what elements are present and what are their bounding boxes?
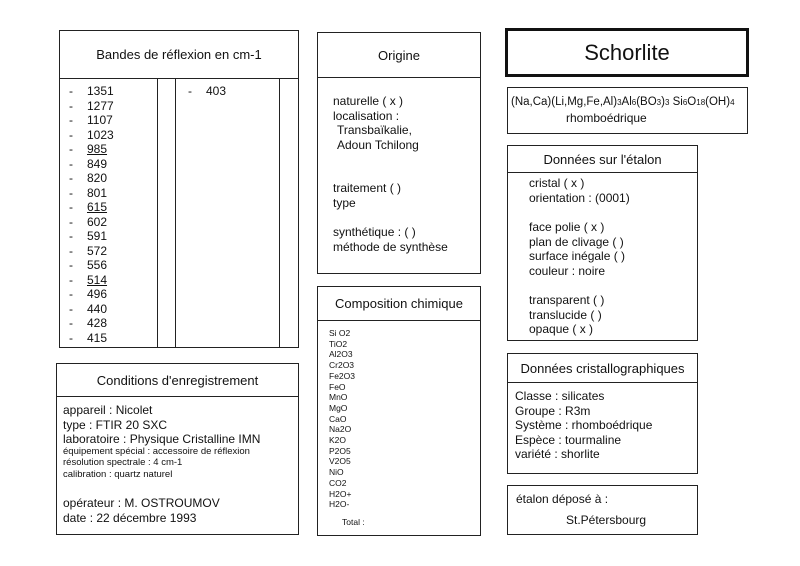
band-row <box>69 215 114 230</box>
composition-item: TiO2 <box>329 338 348 349</box>
traitement-details <box>333 181 401 210</box>
band-row <box>69 229 114 244</box>
depot-panel <box>507 485 698 535</box>
formula-subscript: 18 <box>696 98 706 107</box>
formula-subscript: 3 <box>664 98 670 107</box>
bands-divider <box>157 78 158 347</box>
bands-list <box>69 84 114 345</box>
band-dash: - <box>69 214 73 229</box>
band-row <box>69 244 114 259</box>
naturelle-text: naturelle ( x ) <box>333 94 404 108</box>
band-value: 820 <box>87 171 108 185</box>
band-row <box>69 186 114 201</box>
band-row <box>69 200 114 215</box>
band-dash: - <box>69 330 73 345</box>
formula-subscript: 6 <box>631 98 637 107</box>
chemical-formula <box>511 95 735 111</box>
band-value: 1023 <box>87 127 114 142</box>
composition-panel <box>317 286 481 536</box>
band-value: 415 <box>87 330 108 345</box>
band-value: 440 <box>87 301 108 316</box>
band-row <box>69 171 114 186</box>
composition-item: Cr2O3 <box>329 360 355 371</box>
band-value: 572 <box>87 243 108 258</box>
formula-subscript: 4 <box>730 98 735 107</box>
band-dash: - <box>69 316 73 330</box>
calibration-text: calibration : quartz naturel <box>63 468 173 480</box>
origine-details <box>333 94 419 152</box>
conditions-panel <box>56 363 299 535</box>
band-row <box>69 331 114 346</box>
formula-subscript: 6 <box>682 98 688 107</box>
band-dash: - <box>69 98 73 113</box>
date-text: date : 22 décembre 1993 <box>63 510 197 525</box>
band-dash: - <box>69 156 73 171</box>
conditions-details <box>63 403 260 447</box>
band-value: 403 <box>206 84 227 98</box>
band-dash: - <box>69 113 73 127</box>
synthese-details <box>333 225 448 254</box>
band-value: 602 <box>87 214 108 229</box>
band-dash: - <box>188 84 192 98</box>
formula-part: Al <box>621 96 632 108</box>
cristallo-details <box>515 389 652 462</box>
composition-item: H2O- <box>329 499 350 510</box>
opaque-text: opaque ( x ) <box>529 322 594 336</box>
cristallo-header <box>508 354 697 383</box>
composition-item: MgO <box>329 402 348 413</box>
formula-part: Si <box>669 96 683 108</box>
composition-item: P2O5 <box>329 445 351 456</box>
composition-item: NiO <box>329 467 344 478</box>
band-value: 849 <box>87 156 108 171</box>
type-text: type : FTIR 20 SXC <box>63 417 168 432</box>
bands-panel <box>59 30 299 348</box>
composition-item: CO2 <box>329 477 347 488</box>
composition-item: FeO <box>329 381 346 392</box>
formula-box <box>507 87 748 134</box>
translucide-text: translucide ( ) <box>529 307 602 322</box>
composition-item: V2O5 <box>329 456 351 467</box>
conditions-notes <box>63 446 250 480</box>
depot-label: étalon déposé à : <box>516 492 609 506</box>
band-value: 591 <box>87 229 108 243</box>
band-row <box>69 287 114 302</box>
composition-item: Fe2O3 <box>329 370 355 381</box>
localisation-line: Adoun Tchilong <box>337 137 419 152</box>
localisation-text: localisation : <box>333 108 400 123</box>
formula-part: ) <box>661 96 665 108</box>
band-value: 615 <box>87 200 108 214</box>
composition-item: Na2O <box>329 424 352 435</box>
band-row <box>69 273 114 288</box>
conditions-header <box>57 364 298 397</box>
formula-subscript: 3 <box>656 98 662 107</box>
band-dash: - <box>69 301 73 316</box>
orientation-text: orientation : (0001) <box>529 190 630 205</box>
band-value: 1351 <box>87 84 114 98</box>
groupe-text: Groupe : R3m <box>515 403 591 418</box>
face-text: face polie ( x ) <box>529 220 605 234</box>
cristal-text: cristal ( x ) <box>529 176 585 190</box>
band-row <box>69 302 114 317</box>
couleur-text: couleur : noire <box>529 263 606 278</box>
origine-title: Origine <box>378 47 420 63</box>
band-dash: - <box>69 171 73 185</box>
mineral-title-box <box>505 28 749 77</box>
bands-divider <box>175 78 176 347</box>
composition-item: MnO <box>329 392 348 403</box>
etalon-title: Données sur l'étalon <box>543 151 662 167</box>
localisation-line: Transbaïkalie, <box>337 123 412 137</box>
surface-details <box>529 220 625 278</box>
band-value: 1277 <box>87 98 114 113</box>
bands-list <box>188 84 226 99</box>
band-dash: - <box>69 243 73 258</box>
band-row <box>69 113 114 128</box>
band-row <box>188 84 226 99</box>
band-value: 556 <box>87 258 108 272</box>
equipement-text: équipement spécial : accessoire de réflexion <box>63 446 250 457</box>
etalon-panel <box>507 145 698 341</box>
band-dash: - <box>69 258 73 272</box>
formula-part: (BO <box>636 96 657 108</box>
band-value: 1107 <box>87 113 113 127</box>
band-row <box>69 157 114 172</box>
total-label: Total : <box>342 517 365 527</box>
formula-part: (OH) <box>705 96 731 108</box>
operateur-text: opérateur : M. OSTROUMOV <box>63 496 220 510</box>
band-row <box>69 142 114 157</box>
resolution-text: résolution spectrale : 4 cm-1 <box>63 457 183 469</box>
transparency-details <box>529 293 604 337</box>
composition-item: K2O <box>329 435 347 446</box>
transparent-text: transparent ( ) <box>529 293 605 307</box>
conditions-title: Conditions d'enregistrement <box>96 372 259 388</box>
band-value: 801 <box>87 185 108 200</box>
composition-header <box>318 287 480 321</box>
composition-list <box>329 328 355 510</box>
band-value: 428 <box>87 316 108 330</box>
composition-item: Si O2 <box>329 328 351 338</box>
band-row <box>69 99 114 114</box>
systeme-text: Système : rhomboédrique <box>515 418 653 432</box>
band-dash: - <box>69 287 73 301</box>
variete-text: variété : shorlite <box>515 447 600 461</box>
band-value: 496 <box>87 287 108 301</box>
surface-text: surface inégale ( ) <box>529 249 626 263</box>
appareil-text: appareil : Nicolet <box>63 403 153 417</box>
bands-title: Bandes de réflexion en cm-1 <box>96 47 262 62</box>
band-dash: - <box>69 229 73 243</box>
formula-part: (Na,Ca)(Li,Mg,Fe,Al) <box>511 96 618 108</box>
cristallo-title: Données cristallographiques <box>520 360 685 376</box>
origine-panel <box>317 32 481 274</box>
plan-text: plan de clivage ( ) <box>529 234 624 249</box>
band-dash: - <box>69 185 73 200</box>
band-dash: - <box>69 142 73 156</box>
cristallo-panel <box>507 353 698 474</box>
composition-title: Composition chimique <box>335 296 463 311</box>
band-dash: - <box>69 200 73 214</box>
type-label: type <box>333 195 356 210</box>
traitement-text: traitement ( ) <box>333 181 402 195</box>
espece-text: Espèce : tourmaline <box>515 432 622 447</box>
band-dash: - <box>69 84 73 98</box>
classe-text: Classe : silicates <box>515 389 605 403</box>
etalon-header <box>508 146 697 173</box>
band-row <box>69 84 114 99</box>
mineral-name: Schorlite <box>584 39 670 65</box>
band-value: 514 <box>87 272 108 287</box>
methode-text: méthode de synthèse <box>333 239 448 254</box>
bands-divider <box>279 78 280 347</box>
origine-header <box>318 33 480 78</box>
crystal-system: rhomboédrique <box>566 111 647 125</box>
depot-place: St.Pétersbourg <box>566 513 647 527</box>
bands-header <box>60 31 298 79</box>
composition-item: CaO <box>329 413 347 424</box>
etalon-details <box>529 176 630 205</box>
composition-item: H2O+ <box>329 488 352 499</box>
band-value: 985 <box>87 142 108 156</box>
band-dash: - <box>69 272 73 287</box>
formula-subscript: 3 <box>617 98 622 107</box>
band-row <box>69 316 114 331</box>
formula-part: O <box>687 96 697 108</box>
band-row <box>69 128 114 143</box>
synthetique-text: synthétique : ( ) <box>333 225 416 239</box>
laboratoire-text: laboratoire : Physique Cristalline IMN <box>63 432 261 446</box>
operator-details <box>63 496 220 525</box>
band-row <box>69 258 114 273</box>
composition-item: Al2O3 <box>329 349 353 360</box>
band-dash: - <box>69 127 73 142</box>
